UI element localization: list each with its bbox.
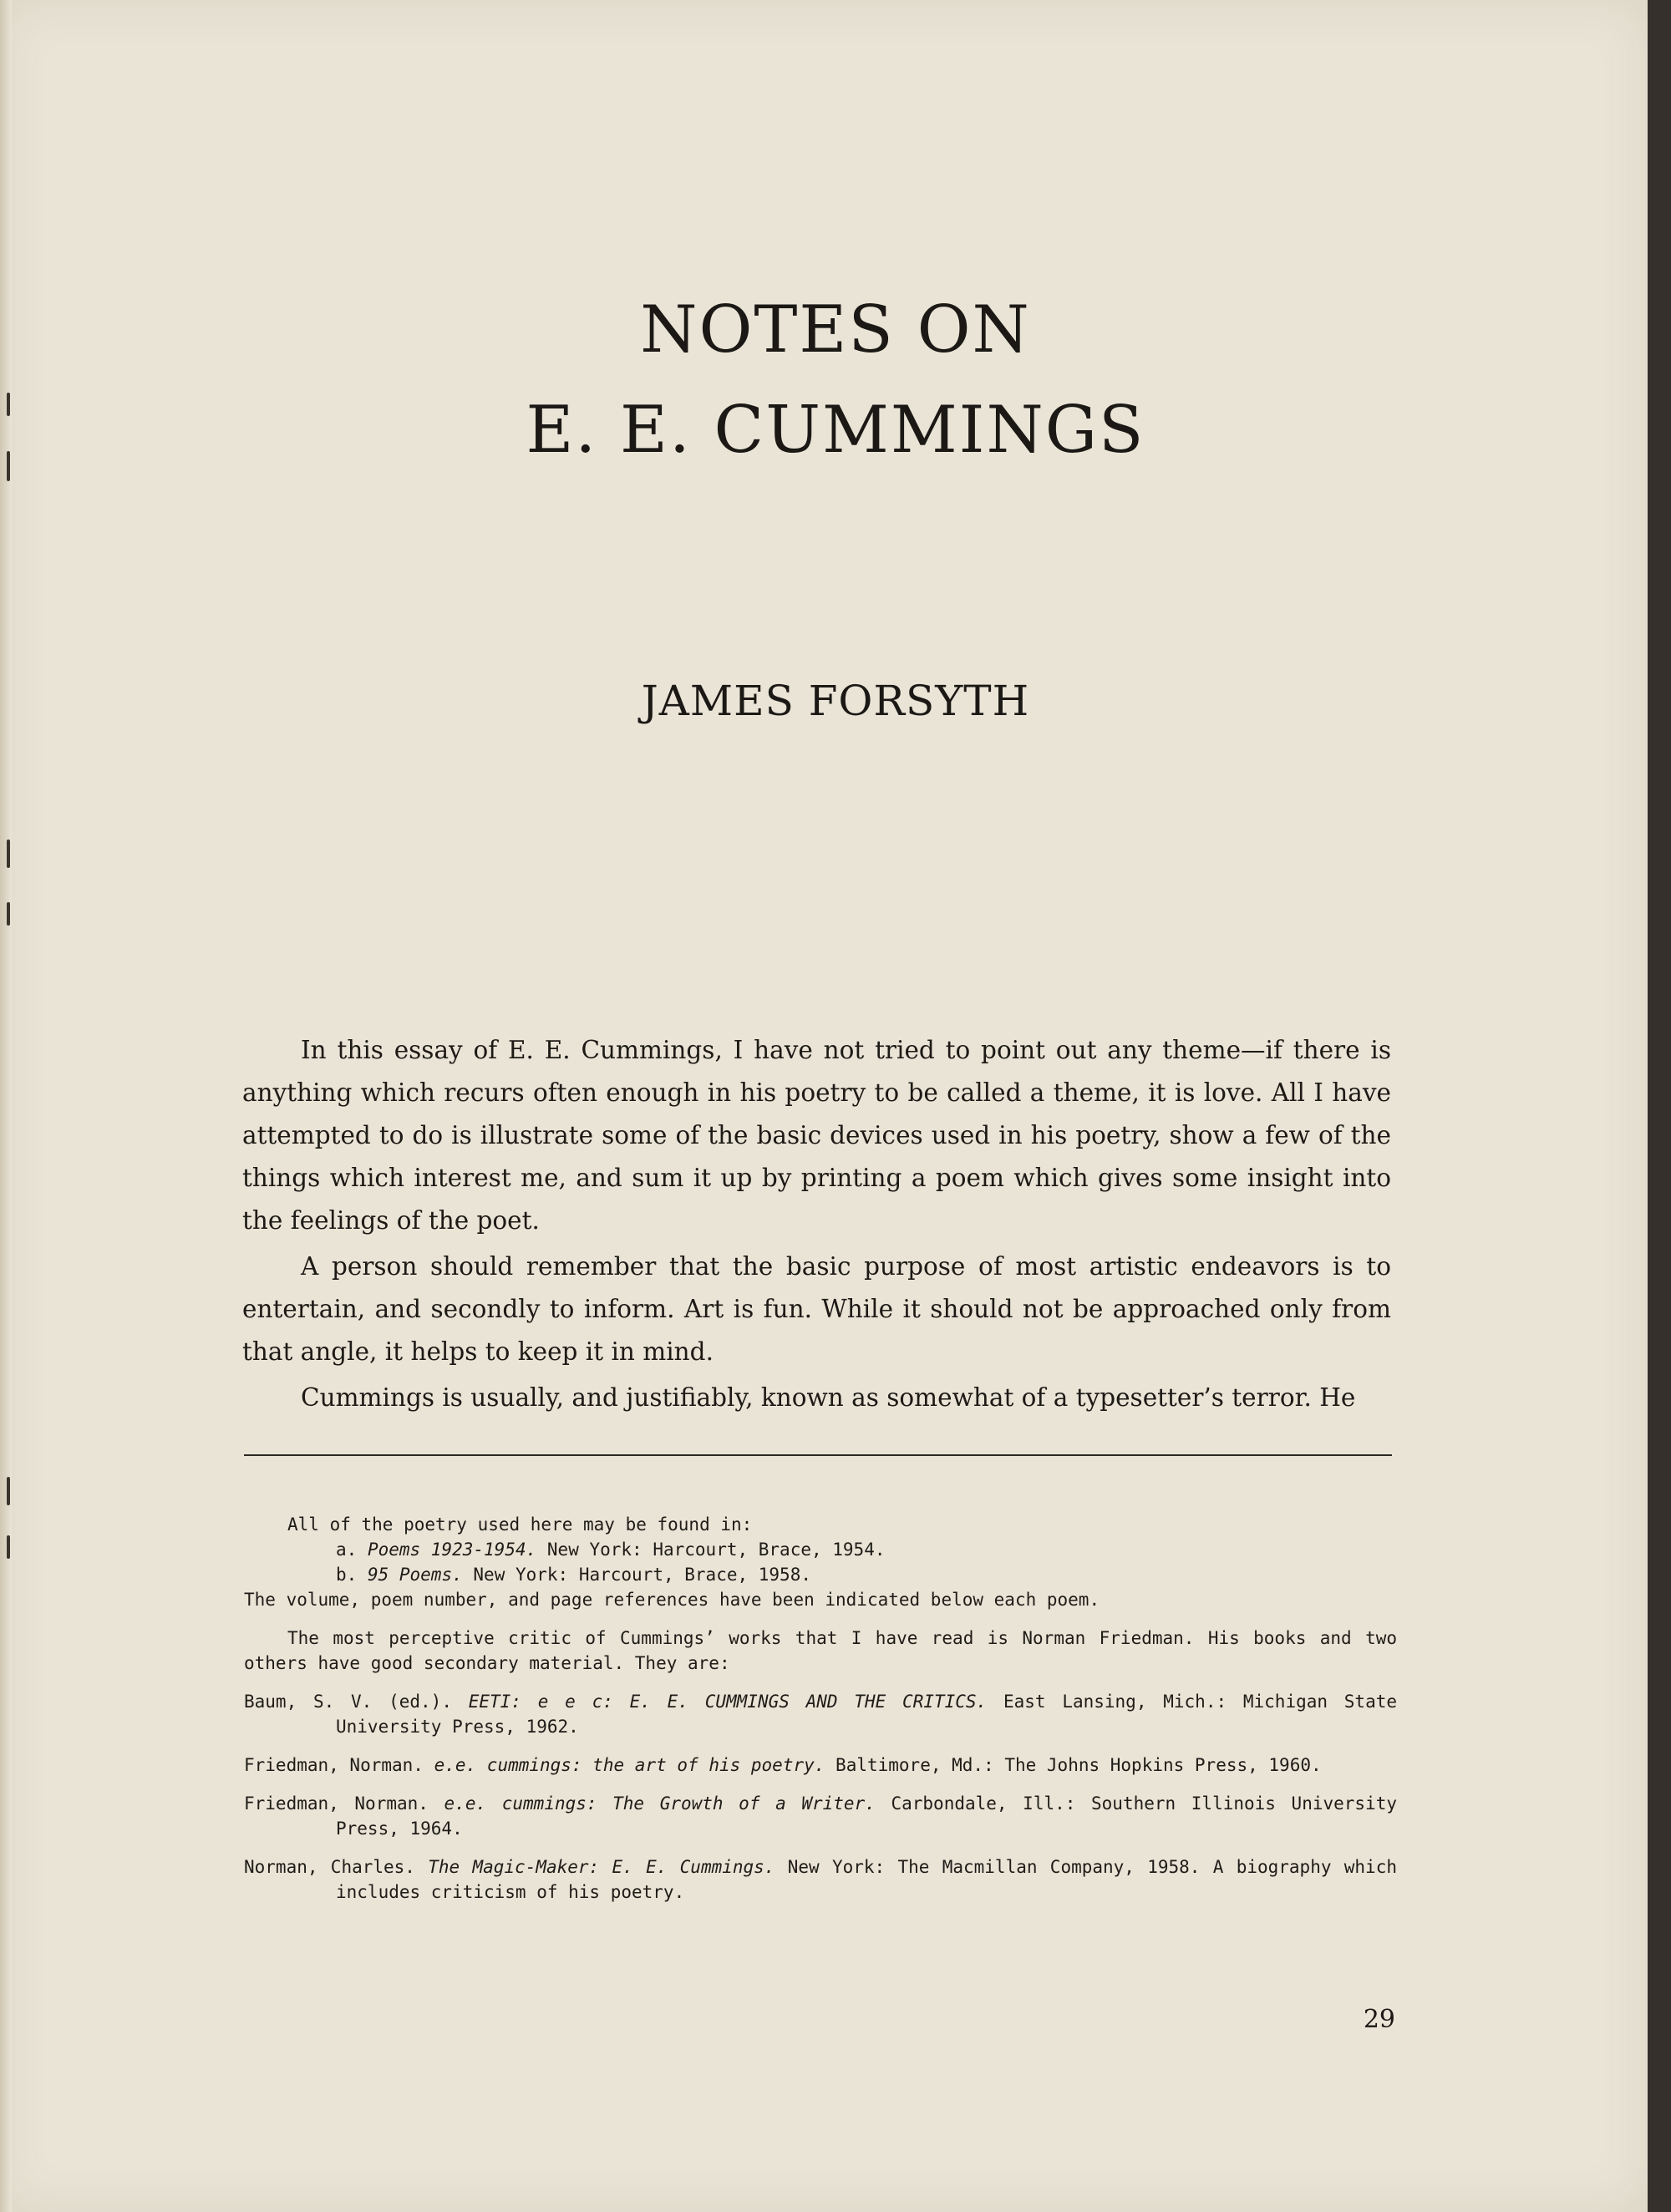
reference-author: Friedman, Norman. bbox=[244, 1755, 424, 1775]
background-edge bbox=[1648, 0, 1671, 2212]
paragraph-2: A person should remember that the basic purpose of most artistic endeavors is to entertain, and secondly to inform. Art is fun. While it should not be approached only from that angle, it helps to keep it in mind. bbox=[242, 1252, 1391, 1366]
paragraph-1: In this essay of E. E. Cummings, I have not tried to point out any theme—if there is anything which recurs often enough in his poetry to be called a theme, it is love. All I have attempted to do is illustrate some of the basic devices used in his poetry, show a few of the things which interest me, and sum it up by printing a poem which gives some insight into the feelings of the poet. bbox=[242, 1036, 1391, 1235]
author-name: JAMES FORSYTH bbox=[641, 677, 1030, 725]
reference-author: Baum, S. V. (ed.). bbox=[244, 1692, 452, 1712]
binding-mark bbox=[7, 1535, 10, 1559]
source-a bbox=[244, 1537, 1397, 1562]
source-b-title: 95 Poems. bbox=[367, 1565, 463, 1585]
reference-publication: Carbondale, Ill.: Southern Illinois University Press, 1964. bbox=[336, 1793, 1397, 1839]
binding-mark bbox=[7, 902, 10, 926]
source-a-details: New York: Harcourt, Brace, 1954. bbox=[546, 1540, 886, 1560]
title-line-2: E. E. CUMMINGS bbox=[526, 393, 1145, 468]
reference-publication: Baltimore, Md.: The Johns Hopkins Press, 1960. bbox=[836, 1755, 1322, 1775]
paragraph-3: Cummings is usually, and justifiably, known as somewhat of a typesetter’s terror. He bbox=[301, 1383, 1356, 1412]
reference-title: EETI: e e c: E. E. CUMMINGS AND THE CRITICS. bbox=[468, 1692, 988, 1712]
reference-title: e.e. cummings: The Growth of a Writer. bbox=[444, 1793, 876, 1814]
source-b bbox=[244, 1562, 1397, 1587]
reference-entry bbox=[244, 1689, 1397, 1739]
source-a-label: a. bbox=[336, 1540, 358, 1560]
reference-publication: East Lansing, Mich.: Michigan State University Press, 1962. bbox=[336, 1692, 1398, 1737]
binding-mark bbox=[7, 1477, 10, 1505]
footnote-divider bbox=[244, 1454, 1392, 1456]
source-b-details: New York: Harcourt, Brace, 1958. bbox=[473, 1565, 811, 1585]
reference-entry bbox=[244, 1854, 1397, 1905]
reference-title: e.e. cummings: the art of his poetry. bbox=[434, 1755, 825, 1775]
reference-entry bbox=[244, 1791, 1397, 1841]
page-number: 29 bbox=[1363, 2005, 1395, 2034]
reference-author: Norman, Charles. bbox=[244, 1857, 415, 1877]
reference-title: The Magic-Maker: E. E. Cummings. bbox=[428, 1857, 775, 1877]
source-a-title: Poems 1923-1954. bbox=[367, 1540, 537, 1560]
volume-note: The volume, poem number, and page references have been indicated below each poem. bbox=[244, 1590, 1100, 1610]
reference-author: Friedman, Norman. bbox=[244, 1793, 429, 1814]
footnotes bbox=[244, 1512, 1397, 1918]
reference-entry bbox=[244, 1753, 1397, 1778]
source-b-label: b. bbox=[336, 1565, 358, 1585]
critic-note: The most perceptive critic of Cummings’ works that I have read is Norman Friedman. His books and two others have good secondary material. They are: bbox=[244, 1628, 1397, 1673]
reference-publication: New York: The Macmillan Company, 1958. A biography which includes criticism of his poetry. bbox=[336, 1857, 1397, 1902]
binding-mark bbox=[7, 840, 10, 868]
footnote-intro: All of the poetry used here may be found in: bbox=[287, 1514, 753, 1535]
title-line-1: NOTES ON bbox=[640, 292, 1031, 368]
essay-body bbox=[242, 1029, 1391, 1423]
